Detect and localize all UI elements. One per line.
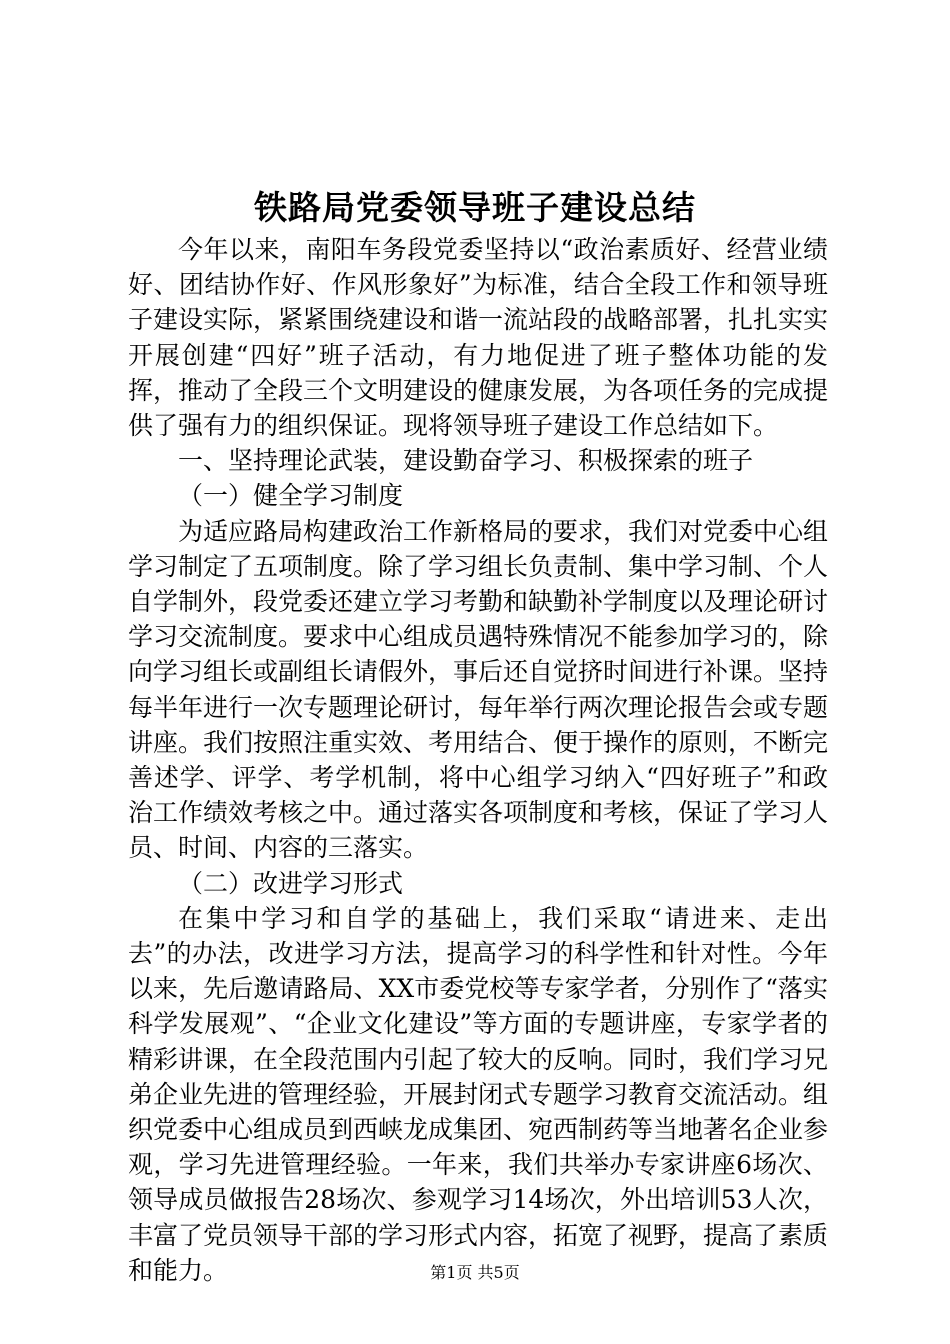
section-heading-1: 一、坚持理论武装，建设勤奋学习、积极探索的班子 [178,446,754,476]
subsection-heading-2: （二）改进学习形式 [178,868,404,898]
paragraph-study-system: 为适应路局构建政治工作新格局的要求，我们对党委中心组学习制定了五项制度。除了学习组长负责制、集中学习制、个人自学制外，段党委还建立学习考勤和缺勤补学制度以及理论研讨学习交流制度。要求中心组成员遇特殊情况不能参加学习的，除向学习组长或副组长请假外，事后还自觉挤时间进行补课。坚持每半年进行一次专题理论研讨，每年举行两次理论报告会或专题讲座。我们按照注重实效、考用结合、便于操作的原则，不断完善述学、评学、考学机制，将中心组学习纳入“四好班子”和政治工作绩效考核之中。通过落实各项制度和考核，保证了学习人员、时间、内容的三落实。 [128,516,829,863]
subsection-heading-1: （一）健全学习制度 [178,481,404,511]
paragraph-study-form: 在集中学习和自学的基础上，我们采取“请进来、走出去”的办法，改进学习方法，提高学习的科学性和针对性。今年以来，先后邀请路局、XX市委党校等专家学者，分别作了“落实科学发展观”、“企业文化建设”等方面的专题讲座，专家学者的精彩讲课，在全段范围内引起了较大的反响。同时，我们学习兄弟企业先进的管理经验，开展封闭式专题学习教育交流活动。组织党委中心组成员到西峡龙成集团、宛西制药等当地著名企业参观，学习先进管理经验。一年来，我们共举办专家讲座6场次、领导成员做报告28场次、参观学习14场次，外出培训53人次，丰富了党员领导干部的学习形式内容，拓宽了视野，提高了素质和能力。 [128,903,829,1285]
document-title: 铁路局党委领导班子建设总结 [254,188,696,227]
document-body [128,232,828,1288]
page-number-footer: 第1页 共5页 [430,1263,520,1282]
paragraph-intro: 今年以来，南阳车务段党委坚持以“政治素质好、经营业绩好、团结协作好、作风形象好”为标准，结合全段工作和领导班子建设实际，紧紧围绕建设和谐一流站段的战略部署，扎扎实实开展创建“四好”班子活动，有力地促进了班子整体功能的发挥，推动了全段三个文明建设的健康发展，为各项任务的完成提供了强有力的组织保证。现将领导班子建设工作总结如下。 [128,235,829,441]
